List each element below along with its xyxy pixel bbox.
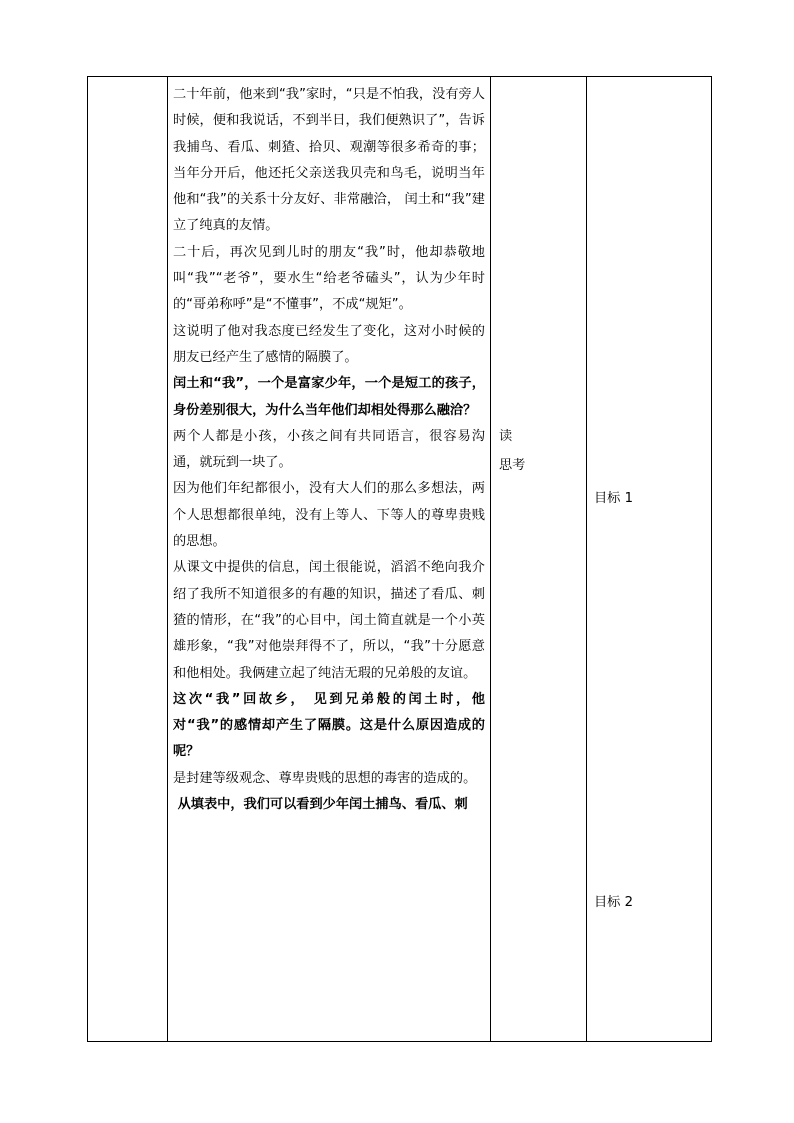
paragraph-6: 因为他们年纪都很小，没有大人们的那么多想法，两个人思想都很单纯，没有上等人、下等人的尊卑贵贱的思想。 bbox=[173, 481, 485, 550]
left-empty-cell bbox=[88, 77, 168, 1042]
paragraph-5: 两个人都是小孩，小孩之间有共同语言，很容易沟通，就玩到一块了。 bbox=[173, 428, 485, 471]
question-1: 闰土和“我”，一个是富家少年，一个是短工的孩子，身份差别很大，为什么当年他们却相处得那么融洽？ bbox=[173, 376, 485, 418]
question-2: 这次“我”回故乡， 见到兄弟般的闰土时，他对“我”的感情却产生了隔膜。这是什么原因造成的呢？ bbox=[173, 691, 485, 760]
lesson-table bbox=[87, 76, 712, 1042]
method-think: 思考 bbox=[499, 458, 526, 473]
goal-2-label: 目标 2 bbox=[594, 895, 633, 910]
goal-1-label: 目标 1 bbox=[594, 491, 633, 506]
goal-cell bbox=[587, 77, 712, 1042]
paragraph-1: 二十年前，他来到“我”家时，“只是不怕我，没有旁人时候，便和我说话，不到半日，我们便熟识了”，告诉我捕鸟、看瓜、刺猹、拾贝、观潮等很多希奇的事；当年分开后，他还托父亲送我贝壳和鸟毛，说明当年他和“我”的关系十分友好、非常融洽， 闰土和“我”建立了纯真的友情。 bbox=[173, 87, 485, 234]
method-read: 读 bbox=[499, 429, 513, 444]
content-cell bbox=[168, 77, 491, 1042]
content-text-block bbox=[168, 77, 490, 818]
paragraph-9: 是封建等级观念、尊卑贵贱的思想的毒害的造成的。 bbox=[173, 770, 477, 786]
method-cell bbox=[491, 77, 587, 1042]
paragraph-3: 这说明了他对我态度已经发生了变化，这对小时候的朋友已经产生了感情的隔膜了。 bbox=[173, 323, 485, 365]
paragraph-7: 从课文中提供的信息，闰土很能说，滔滔不绝向我介绍了我所不知道很多的有趣的知识，描述了看瓜、刺猹的情形，在“我”的心目中，闰土简直就是一个小英雄形象，“我”对他崇拜得不了，所以，“我”十分愿意和他相处。我俩建立起了纯洁无瑕的兄弟般的友谊。 bbox=[173, 560, 485, 681]
table-row bbox=[88, 77, 712, 1042]
paragraph-10: 从填表中，我们可以看到少年闰土捕鸟、看瓜、刺 bbox=[173, 797, 468, 813]
paragraph-2: 二十后，再次见到儿时的朋友“我”时，他却恭敬地叫“我”“老爷”，要水生“给老爷磕头”，认为少年时的“哥弟称呼”是“不懂事”，不成“规矩”。 bbox=[173, 244, 485, 313]
